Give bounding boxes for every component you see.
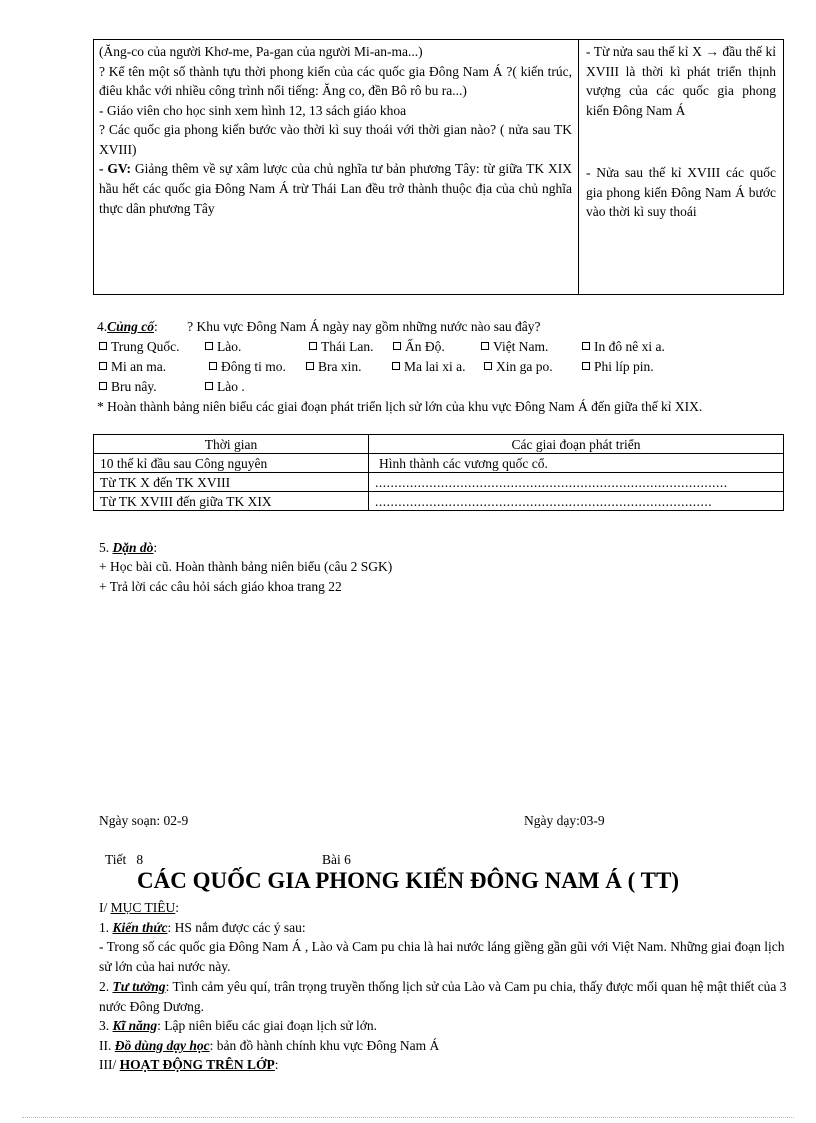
table-instruction: * Hoàn thành bảng niên biểu các giai đoạn phát triển lịch sử lớn của khu vực Đông Nam Á đến giữa thế kỉ XIX. [97,399,703,414]
section-number: 4. [97,319,108,334]
section-prefix: II. [99,1038,115,1053]
table-header-row [94,435,784,454]
item-number: 1. [99,920,113,935]
lesson-table [93,39,784,295]
kien-thuc-text: : HS nắm được các ý sau: [167,920,306,935]
tu-tuong-text: : Tình cảm yêu quí, trân trọng truyền thống lịch sử của Lào và Cam pu chia, thấy được mối quan hệ mật thiết của 3 nước Đông Dương. [99,979,787,1014]
hoat-dong-label: HOẠT ĐỘNG TRÊN LỚP [119,1057,275,1072]
table-row [94,492,784,511]
checkbox-icon[interactable] [309,342,317,350]
checkbox-icon[interactable] [99,342,107,350]
cung-co-question: ? Khu vực Đông Nam Á ngày nay gồm những nước nào sau đây? [187,319,541,334]
period-cell: 10 thế kỉ đầu sau Công nguyên [94,454,369,473]
option-label: Lào. [217,339,242,354]
checkbox-icon[interactable] [205,342,213,350]
table-row [94,473,784,492]
colon: : [153,540,158,555]
option-xin-ga-po[interactable] [484,357,553,377]
text-line: (Ăng-co của người Khơ-me, Pa-gan của người Mi-an-ma...) [99,44,423,59]
option-label: Trung Quốc. [111,339,180,354]
tu-tuong-label: Tư tưởng [112,979,166,994]
option-label: Bru nây. [111,379,157,394]
option-lao-2[interactable] [205,377,245,397]
section-muc-tieu [99,898,179,918]
tu-tuong-line [99,977,799,1016]
bai: Bài 6 [322,852,351,867]
option-label: Phi líp pin. [594,359,654,374]
checkbox-icon[interactable] [392,362,400,370]
section-number: 5. [99,540,110,555]
option-label: Mi an ma. [111,359,167,374]
option-label: Đông ti mo. [221,359,286,374]
gv-paragraph [99,159,572,218]
checkbox-icon[interactable] [209,362,217,370]
do-dung-text: : bản đồ hành chính khu vực Đông Nam Á [209,1038,440,1053]
blank-answer-cell[interactable]: ........................................................................................... [369,473,784,492]
option-label: Ấn Độ. [405,339,445,354]
option-label: Bra xin. [318,359,362,374]
muc-tieu-label: MỤC TIÊU [110,900,176,915]
option-label: Thái Lan. [321,339,374,354]
option-label: Xin ga po. [496,359,553,374]
text-line: ? Các quốc gia phong kiến bước vào thời kì suy thoái với thời gian nào? ( nửa sau TK XVIII) [99,122,572,157]
table-row [94,454,784,473]
page-divider [22,1117,794,1118]
option-bru-nay[interactable] [99,377,157,397]
colon: : [154,319,158,334]
kien-thuc-label: Kiến thức [112,920,168,935]
checkbox-icon[interactable] [582,362,590,370]
section-prefix: I/ [99,900,111,915]
checkbox-icon[interactable] [481,342,489,350]
item-number: 2. [99,979,113,994]
gv-text: Giảng thêm về sự xâm lược của chủ nghĩa tư bản phương Tây: từ giữa TK XIX hầu hết các quốc gia Đông Nam Á trừ Thái Lan đều trở thành thuộc địa của chủ nghĩa thực dân phương Tây [99,161,572,216]
timeline-table [93,434,784,511]
option-dong-ti-mo[interactable] [209,357,286,377]
option-an-do[interactable] [393,337,445,357]
option-phi-lip-pin[interactable] [582,357,654,377]
dan-do-item: + Trả lời các câu hỏi sách giáo khoa trang 22 [99,579,342,594]
option-ma-lai-xi-a[interactable] [392,357,465,377]
tiet: Tiết 8 [105,852,144,867]
dan-do-label: Dặn dò [112,540,154,555]
text-line: - Giáo viên cho học sinh xem hình 12, 13 sách giáo khoa [99,102,407,118]
dan-do-heading [99,538,157,558]
checkbox-icon[interactable] [393,342,401,350]
option-label: Lào . [217,379,245,394]
option-bra-xin[interactable] [306,357,362,377]
checkbox-icon[interactable] [306,362,314,370]
stage-text: Hình thành các vương quốc cổ. [379,455,548,471]
text-line: ? Kể tên một số thành tựu thời phong kiến của các quốc gia Đông Nam Á ?( kiến trúc, điêu khắc với nhiều công trình nổi tiếng: Ăng co, đền Bô rô bu ra...) [99,63,572,99]
cung-co-label: Củng cố [107,319,155,334]
option-label: Việt Nam. [493,339,549,354]
do-dung-label: Đồ dùng dạy học [114,1038,210,1053]
do-dung-line [99,1036,439,1056]
option-mi-an-ma[interactable] [99,357,166,377]
hoat-dong-line [99,1055,279,1075]
option-thai-lan[interactable] [309,337,373,357]
period-cell: Từ TK X đến TK XVIII [94,473,369,492]
option-viet-nam[interactable] [481,337,548,357]
checkbox-icon[interactable] [582,342,590,350]
ngay-day: Ngày dạy:03-9 [524,813,605,828]
header-cell: Các giai đoạn phát triển [369,435,784,454]
checkbox-icon[interactable] [205,382,213,390]
ki-nang-line [99,1016,377,1036]
ki-nang-label: Kĩ năng [112,1018,158,1033]
colon: : [175,900,180,915]
content-point: - Nửa sau thế kỉ XVIII các quốc gia phong kiến Đông Nam Á bước vào thời kì suy thoái [586,165,776,220]
kien-thuc-line [99,918,306,938]
checkbox-icon[interactable] [99,382,107,390]
blank-answer-cell[interactable]: ....................................................................................... [369,492,784,511]
checkbox-icon[interactable] [99,362,107,370]
dan-do-item: + Học bài cũ. Hoàn thành bảng niên biểu (câu 2 SGK) [99,559,393,574]
section-prefix: III/ [99,1057,120,1072]
teacher-activity-cell [94,40,579,294]
option-indonesia[interactable] [582,337,665,357]
header-cell: Thời gian [94,435,369,454]
colon: : [274,1057,279,1072]
content-point: - Từ nửa sau thế kỉ X → đầu thế kỉ XVIII là thời kì phát triển thịnh vượng của các quốc gia phong kiến Đông Nam Á [586,44,776,118]
ki-nang-text: : Lập niên biểu các giai đoạn lịch sử lớn. [157,1018,378,1033]
kien-thuc-detail: - Trong số các quốc gia Đông Nam Á , Lào và Cam pu chia là hai nước láng giềng gần gũi với Việt Nam. Những giai đoạn lịch sử lớn của hai nước này. [99,939,785,974]
option-label: In đô nê xi a. [594,339,665,354]
checkbox-icon[interactable] [484,362,492,370]
option-trung-quoc[interactable] [99,337,180,357]
stage-cell [369,454,784,473]
content-cell [579,40,783,294]
lesson-title: CÁC QUỐC GIA PHONG KIẾN ĐÔNG NAM Á ( TT) [136,868,679,893]
option-label: Ma lai xi a. [404,359,466,374]
ngay-soan: Ngày soạn: 02-9 [99,813,189,828]
gv-label: - GV: [99,161,131,177]
option-lao[interactable] [205,337,241,357]
cung-co-heading [97,317,541,337]
item-number: 3. [99,1018,113,1033]
period-cell: Từ TK XVIII đến giữa TK XIX [94,492,369,511]
